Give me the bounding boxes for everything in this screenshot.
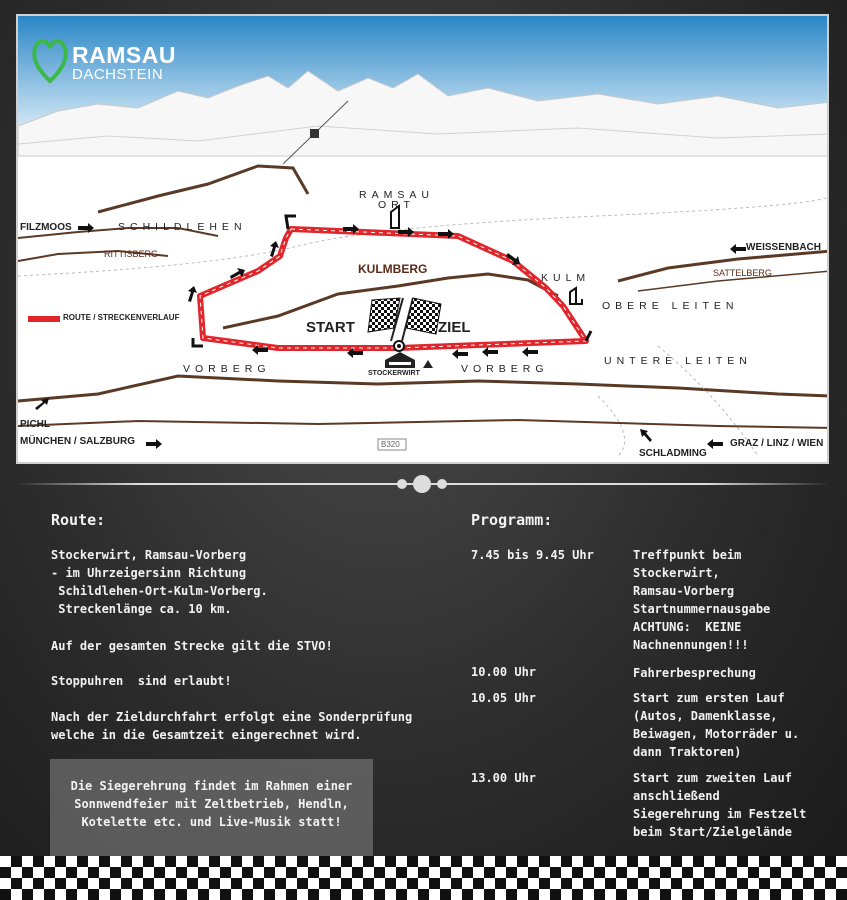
legend-swatch <box>28 316 60 322</box>
label-kulm: KULM <box>541 272 591 284</box>
label-schladming: SCHLADMING <box>639 448 707 459</box>
label-graz: GRAZ / LINZ / WIEN <box>730 438 824 449</box>
label-ramsau: RAMSAU <box>359 189 434 201</box>
label-vorberg-right: VORBERG <box>461 363 549 375</box>
stockerwirt-icon <box>385 352 415 368</box>
label-kulmberg: KULMBERG <box>358 262 428 276</box>
label-pichl: PICHL <box>20 419 50 430</box>
heart-logo-icon <box>30 36 70 86</box>
checkered-footer <box>0 856 847 900</box>
label-ziel: ZIEL <box>438 319 471 336</box>
route-stoppuhren: Stoppuhren sind erlaubt! <box>51 674 232 688</box>
route-stvo: Auf der gesamten Strecke gilt die STVO! <box>51 639 333 653</box>
programm-desc: Fahrerbesprechung <box>633 666 756 680</box>
programm-time: 10.05 Uhr <box>471 691 537 705</box>
programm-time: 7.45 bis 9.45 Uhr <box>471 548 594 562</box>
legend-label: ROUTE / STRECKENVERLAUF <box>63 313 180 322</box>
label-filzmoos: FILZMOOS <box>20 222 72 233</box>
programm-time: 13.00 Uhr <box>471 771 537 785</box>
label-ort: ORT <box>378 199 415 211</box>
kulm-church-icon <box>570 288 582 304</box>
label-untere-leiten: UNTERE LEITEN <box>604 355 752 367</box>
programm-desc: Start zum ersten Lauf (Autos, Damenklasse, Beiwagen, Motorräder u. dann Traktoren) <box>633 691 800 759</box>
label-vorberg-left: VORBERG <box>183 363 271 375</box>
route-description: Stockerwirt, Ramsau-Vorberg - im Uhrzeigersinn Richtung Schildlehen-Ort-Kulm-Vorberg. Streckenlänge ca. 10 km. <box>51 548 268 616</box>
route-heading: Route: <box>51 511 106 529</box>
label-weissenbach: WEISSENBACH <box>746 242 822 253</box>
programm-desc: Treffpunkt beim Stockerwirt, Ramsau-Vorberg Startnummernausgabe ACHTUNG: KEINE Nachnennungen!!! <box>633 548 771 652</box>
programm-time: 10.00 Uhr <box>471 665 537 679</box>
cable-car-icon <box>310 129 319 138</box>
divider-dot <box>437 479 447 489</box>
start-ziel-flags <box>368 298 441 341</box>
label-sattelberg: SATTELBERG <box>713 268 772 278</box>
divider-dot <box>413 475 431 493</box>
ramsau-dachstein-logo <box>30 32 190 102</box>
logo-sub: DACHSTEIN <box>72 66 164 83</box>
programm-desc: Start zum zweiten Lauf anschließend Siegerehrung im Festzelt beim Start/Zielgelände <box>633 771 807 839</box>
label-stockerwirt: STOCKERWIRT <box>368 370 420 377</box>
label-muenchen: MÜNCHEN / SALZBURG <box>20 436 135 447</box>
programm-heading: Programm: <box>471 511 553 529</box>
siegerehrung-text: Die Siegerehrung findet im Rahmen einer Sonnwendfeier mit Zeltbetrieb, Hendln, Kotelette etc. und Live-Musik statt! <box>70 779 353 829</box>
label-start: START <box>306 319 355 336</box>
logo-name: RAMSAU <box>72 42 176 68</box>
route-map <box>16 14 829 464</box>
label-rittisberg: RITTISBERG <box>104 249 159 259</box>
route-sonderpruefung: Nach der Zieldurchfahrt erfolgt eine Sonderprüfung welche in die Gesamtzeit eingerechnet wird. <box>51 710 413 742</box>
divider-dot <box>397 479 407 489</box>
label-obere-leiten: OBERE LEITEN <box>602 300 739 312</box>
label-b320: B320 <box>381 440 400 449</box>
label-schildlehen: SCHILDLEHEN <box>118 221 247 233</box>
